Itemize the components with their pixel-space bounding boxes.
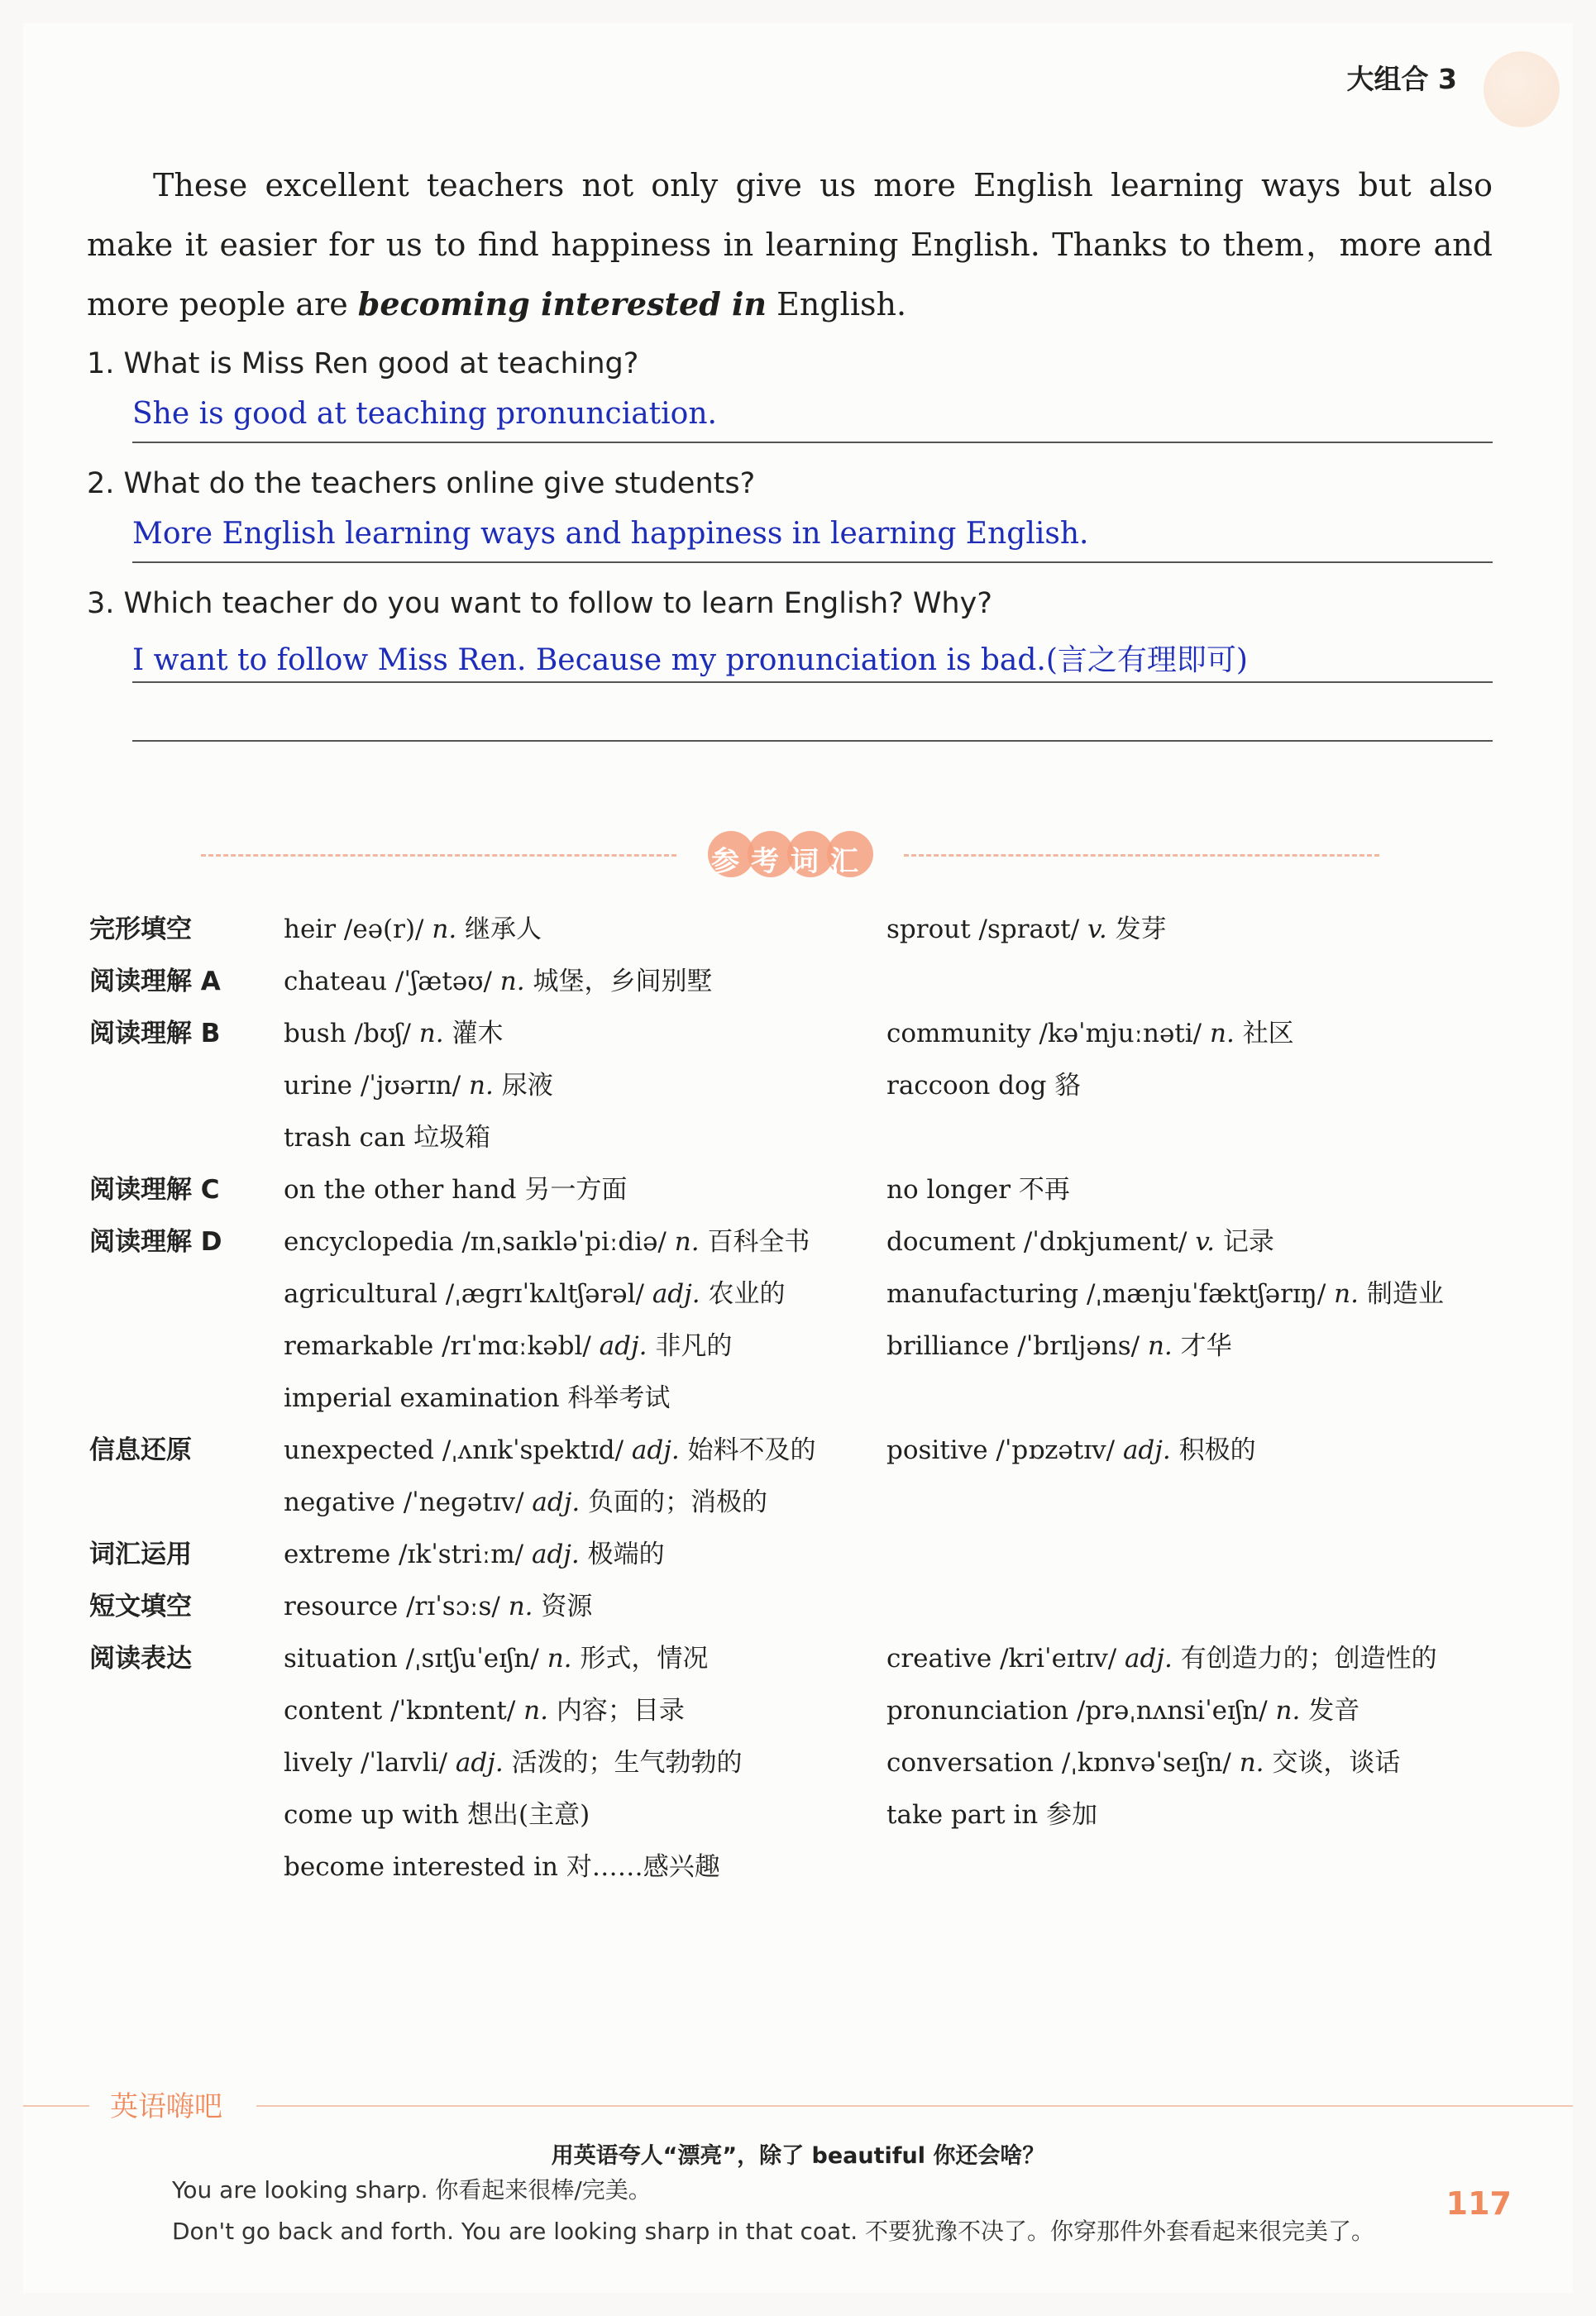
corner-decoration xyxy=(1484,51,1560,127)
category-label: 阅读理解 D xyxy=(89,1227,222,1257)
answer-3: I want to follow Miss Ren. Because my pronunciation is bad.(言之有理即可) xyxy=(132,643,1248,677)
fun-divider-right xyxy=(256,2105,1573,2107)
vocab-entry: encyclopedia /ɪnˌsaɪkləˈpiːdiə/ n. 百科全书 xyxy=(284,1227,810,1257)
vocab-entry: raccoon dog 貉 xyxy=(886,1071,1081,1101)
answer-line-4 xyxy=(132,740,1493,742)
category-label: 阅读理解 B xyxy=(89,1019,221,1048)
section-tag: 大组合 3 xyxy=(1346,63,1457,95)
vocab-header xyxy=(201,831,1379,877)
vocab-entry: on the other hand 另一方面 xyxy=(284,1175,628,1205)
vocab-title: 参考词汇 xyxy=(711,845,870,878)
vocab-entry: imperial examination 科举考试 xyxy=(284,1383,671,1413)
vocab-entry: brilliance /ˈbrɪljəns/ n. 才华 xyxy=(886,1331,1232,1361)
vocab-entry: sprout /spraʊt/ v. 发芽 xyxy=(886,914,1167,944)
category-label: 短文填空 xyxy=(89,1592,192,1621)
reading-passage xyxy=(87,155,1493,334)
vocab-entry: community /kəˈmjuːnəti/ n. 社区 xyxy=(886,1019,1294,1048)
dashed-divider-left xyxy=(201,854,676,857)
vocab-entry: agricultural /ˌæɡrɪˈkʌltʃərəl/ adj. 农业的 xyxy=(284,1279,786,1309)
vocab-entry: extreme /ɪkˈstriːm/ adj. 极端的 xyxy=(284,1540,665,1569)
vocab-entry: resource /rɪˈsɔːs/ n. 资源 xyxy=(284,1592,593,1621)
vocab-entry: take part in 参加 xyxy=(886,1800,1098,1830)
fun-heading: 用英语夸人“漂亮”，除了 beautiful 你还会啥？ xyxy=(551,2143,1045,2169)
vocab-entry: lively /ˈlaɪvli/ adj. 活泼的；生气勃勃的 xyxy=(284,1748,743,1778)
vocab-entry: content /ˈkɒntent/ n. 内容；目录 xyxy=(284,1696,685,1726)
fun-divider-left xyxy=(23,2105,89,2107)
vocab-entry: unexpected /ˌʌnɪkˈspektɪd/ adj. 始料不及的 xyxy=(284,1435,816,1465)
passage-bold: becoming interested in xyxy=(357,285,767,322)
vocab-entry: bush /bʊʃ/ n. 灌木 xyxy=(284,1019,504,1048)
vocab-entry: urine /ˈjʊərɪn/ n. 尿液 xyxy=(284,1071,553,1101)
vocab-entry: negative /ˈneɡətɪv/ adj. 负面的；消极的 xyxy=(284,1487,768,1517)
vocab-entry: creative /kriˈeɪtɪv/ adj. 有创造力的；创造性的 xyxy=(886,1644,1437,1674)
passage-text-2: English. xyxy=(767,286,907,322)
answer-2: More English learning ways and happiness in learning English. xyxy=(132,517,1089,551)
vocab-entry: no longer 不再 xyxy=(886,1175,1070,1205)
answer-line-2 xyxy=(132,561,1493,563)
vocab-entry: become interested in 对……感兴趣 xyxy=(284,1852,720,1882)
passage-text-1: These excellent teachers not only give us more English learning ways but also make it easier for us to find happiness in learning English. Thanks to them，more and more people are xyxy=(87,167,1493,322)
question-3: 3. Which teacher do you want to follow to learn English? Why? xyxy=(87,587,992,620)
vocab-entry: remarkable /rɪˈmɑːkəbl/ adj. 非凡的 xyxy=(284,1331,733,1361)
category-label: 完形填空 xyxy=(89,914,192,944)
vocab-entry: document /ˈdɒkjument/ v. 记录 xyxy=(886,1227,1274,1257)
category-label: 阅读表达 xyxy=(89,1644,192,1674)
vocab-entry: pronunciation /prəˌnʌnsiˈeɪʃn/ n. 发音 xyxy=(886,1696,1360,1726)
vocab-entry: come up with 想出(主意) xyxy=(284,1800,590,1830)
vocab-entry: chateau /ˈʃætəʊ/ n. 城堡，乡间别墅 xyxy=(284,967,713,996)
page-number: 117 xyxy=(1445,2185,1512,2222)
answer-1: She is good at teaching pronunciation. xyxy=(132,397,717,431)
fun-section-title: 英语嗨吧 xyxy=(110,2090,222,2123)
question-1: 1. What is Miss Ren good at teaching? xyxy=(87,347,639,380)
vocab-entry: positive /ˈpɒzətɪv/ adj. 积极的 xyxy=(886,1435,1256,1465)
category-label: 阅读理解 C xyxy=(89,1175,220,1205)
vocab-entry: manufacturing /ˌmænjuˈfæktʃərɪŋ/ n. 制造业 xyxy=(886,1279,1444,1309)
category-label: 信息还原 xyxy=(89,1435,192,1465)
fun-example: Don't go back and forth. You are looking sharp in that coat. 不要犹豫不决了。你穿那件外套看起来很完美了。 xyxy=(172,2218,1374,2245)
fun-example: You are looking sharp. 你看起来很棒/完美。 xyxy=(172,2176,652,2204)
vocab-badge xyxy=(708,831,873,877)
vocab-entry: conversation /ˌkɒnvəˈseɪʃn/ n. 交谈，谈话 xyxy=(886,1748,1401,1778)
category-label: 词汇运用 xyxy=(89,1540,192,1569)
vocab-entry: situation /ˌsɪtʃuˈeɪʃn/ n. 形式，情况 xyxy=(284,1644,709,1674)
category-label: 阅读理解 A xyxy=(89,967,221,996)
answer-line-3 xyxy=(132,681,1493,683)
vocab-entry: heir /eə(r)/ n. 继承人 xyxy=(284,914,542,944)
dashed-divider-right xyxy=(904,854,1379,857)
question-2: 2. What do the teachers online give students? xyxy=(87,467,756,500)
vocab-entry: trash can 垃圾箱 xyxy=(284,1123,491,1153)
answer-line-1 xyxy=(132,442,1493,443)
